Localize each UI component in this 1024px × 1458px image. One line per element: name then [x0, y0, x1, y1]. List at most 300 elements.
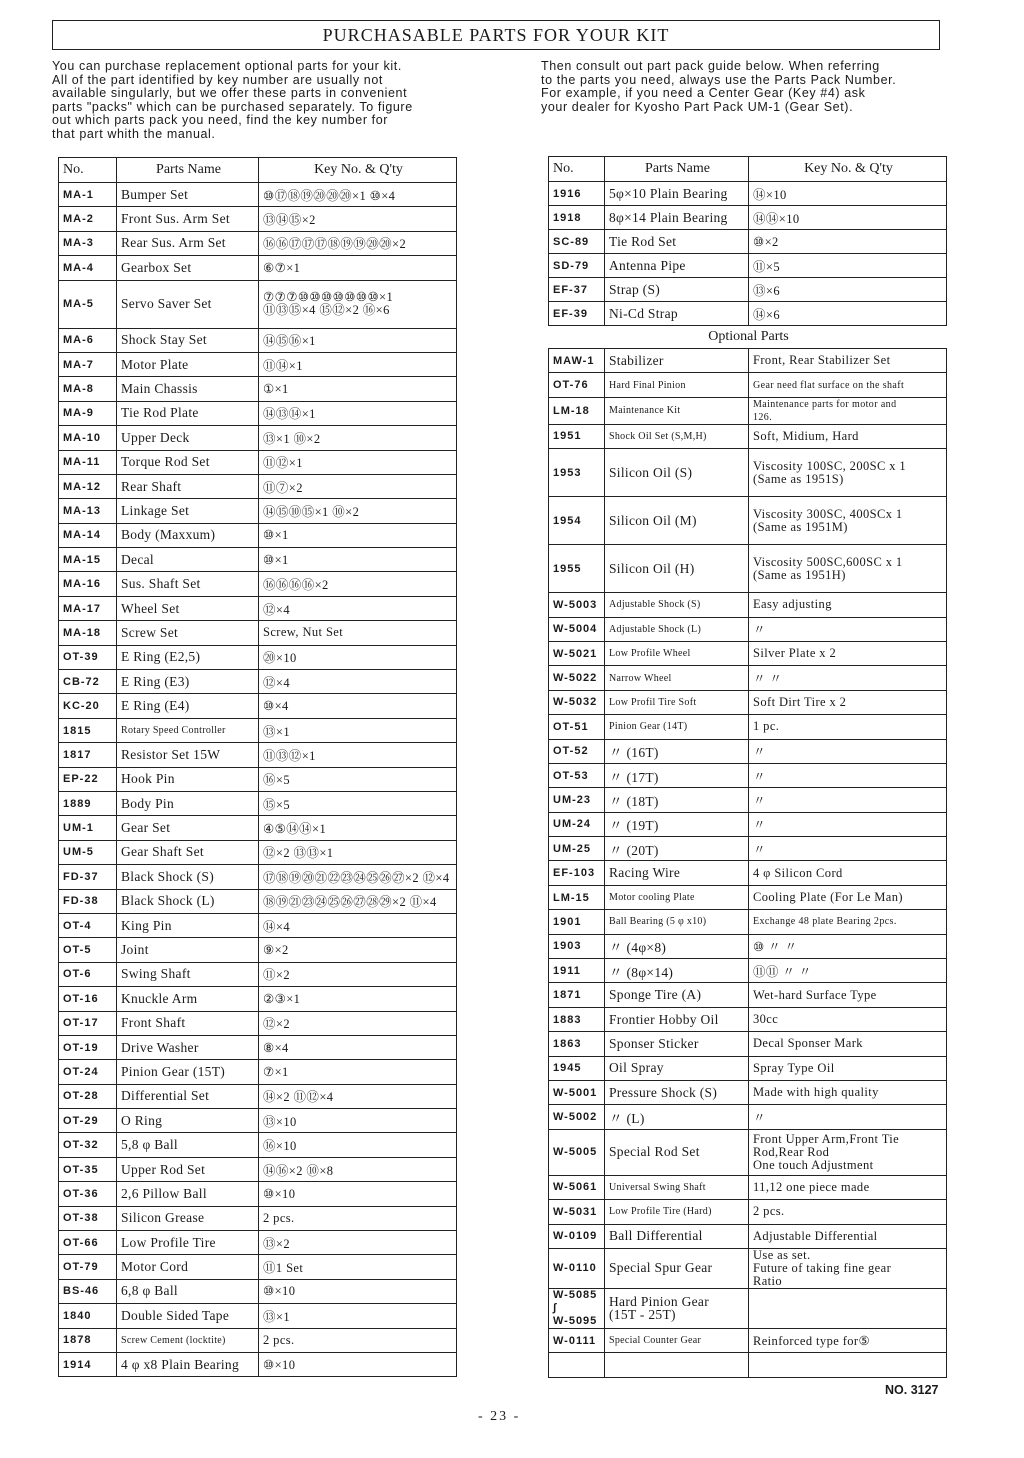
part-number-cell: 1863 [549, 1032, 605, 1056]
part-name-cell: O Ring [117, 1109, 259, 1133]
table-row [549, 885, 947, 909]
part-name-cell: E Ring (E2,5) [117, 645, 259, 669]
part-number-cell: W-5021 [549, 641, 605, 665]
part-number-cell: MA-6 [59, 328, 117, 352]
part-name-cell: Sponser Sticker [605, 1032, 749, 1056]
key-qty-cell: ⑩ 〃 〃 [749, 934, 947, 958]
part-name-cell: Tie Rod Set [605, 230, 749, 254]
part-name-cell: Ball Differential [605, 1224, 749, 1248]
key-qty-cell: ①×1 [259, 377, 457, 401]
table-row [59, 1060, 457, 1084]
key-qty-cell: ⑮×5 [259, 791, 457, 815]
key-qty-cell [749, 1288, 947, 1328]
table-row [59, 1133, 457, 1157]
part-name-cell: Hard Final Pinion [605, 373, 749, 397]
table-row [549, 861, 947, 885]
part-number-cell: 1914 [59, 1352, 117, 1376]
key-qty-cell: ⑩×10 [259, 1352, 457, 1376]
table-row [59, 767, 457, 791]
key-qty-cell: ⑭⑬⑭×1 [259, 401, 457, 425]
table-row [549, 230, 947, 254]
part-name-cell: Racing Wire [605, 861, 749, 885]
part-number-cell: FD-37 [59, 865, 117, 889]
key-qty-cell: ⑳×10 [259, 645, 457, 669]
column-header-parts-name: Parts Name [117, 158, 259, 183]
table-row [59, 280, 457, 328]
part-name-cell: Servo Saver Set [117, 280, 259, 328]
part-name-cell: Low Profile Wheel [605, 641, 749, 665]
part-name-cell: Strap (S) [605, 278, 749, 302]
part-number-cell: 1918 [549, 206, 605, 230]
table-row [549, 837, 947, 861]
key-qty-cell: Soft, Midium, Hard [749, 424, 947, 448]
table-row [549, 1288, 947, 1328]
key-qty-cell: ⑩×2 [749, 230, 947, 254]
key-qty-cell: 〃 [749, 812, 947, 836]
part-name-cell: Low Profile Tire (Hard) [605, 1200, 749, 1224]
part-name-cell: Sus. Shaft Set [117, 572, 259, 596]
table-row [59, 1035, 457, 1059]
part-name-cell: Special Counter Gear [605, 1328, 749, 1352]
part-name-cell: Screw Cement (locktite) [117, 1328, 259, 1352]
part-name-cell: Ni-Cd Strap [605, 302, 749, 326]
table-row [59, 596, 457, 620]
key-qty-cell: ⑭⑯×2 ⑩×8 [259, 1157, 457, 1181]
part-number-cell: MA-18 [59, 621, 117, 645]
key-qty-cell: Decal Sponser Mark [749, 1032, 947, 1056]
part-name-cell: Low Profile Tire [117, 1231, 259, 1255]
table-row [59, 694, 457, 718]
part-name-cell: Motor cooling Plate [605, 885, 749, 909]
table-row [549, 959, 947, 983]
part-number-cell: OT-35 [59, 1157, 117, 1181]
part-name-cell: Frontier Hobby Oil [605, 1007, 749, 1031]
key-qty-cell: ⑩×10 [259, 1279, 457, 1303]
key-qty-cell: Gear need flat surface on the shaft [749, 373, 947, 397]
key-qty-cell: ⑧×4 [259, 1035, 457, 1059]
part-number-cell: W-5031 [549, 1200, 605, 1224]
key-qty-cell: ⑬×10 [259, 1109, 457, 1133]
key-qty-cell: Screw, Nut Set [259, 621, 457, 645]
key-qty-cell: ⑭×4 [259, 913, 457, 937]
part-number-cell: 1871 [549, 983, 605, 1007]
part-number-cell: SC-89 [549, 230, 605, 254]
page-number: - 23 - [478, 1409, 521, 1424]
table-row [59, 328, 457, 352]
table-header-row [549, 157, 947, 182]
table-row [59, 523, 457, 547]
part-name-cell: Double Sided Tape [117, 1304, 259, 1328]
key-qty-cell: Easy adjusting [749, 593, 947, 617]
key-qty-cell: ⑯×10 [259, 1133, 457, 1157]
key-qty-cell: ⑬×1 ⑩×2 [259, 426, 457, 450]
key-qty-cell: ⑯×5 [259, 767, 457, 791]
key-qty-cell: Exchange 48 plate Bearing 2pcs. [749, 910, 947, 934]
part-number-cell: EF-39 [549, 302, 605, 326]
part-number-cell: MA-10 [59, 426, 117, 450]
key-qty-cell: 〃 [749, 739, 947, 763]
key-qty-cell: ⑪⑪ 〃 〃 [749, 959, 947, 983]
table-row [59, 1206, 457, 1230]
table-row [59, 1352, 457, 1376]
table-row [549, 182, 947, 206]
part-number-cell: MA-12 [59, 474, 117, 498]
part-number-cell: 1878 [59, 1328, 117, 1352]
page-title: PURCHASABLE PARTS FOR YOUR KIT [52, 20, 940, 50]
part-number-cell: W-5022 [549, 666, 605, 690]
part-name-cell: Body Pin [117, 791, 259, 815]
part-name-cell: Shock Oil Set (S,M,H) [605, 424, 749, 448]
key-qty-cell: ⑭×6 [749, 302, 947, 326]
part-number-cell: OT-19 [59, 1035, 117, 1059]
table-row [549, 910, 947, 934]
part-name-cell: Gearbox Set [117, 256, 259, 280]
part-name-cell: 〃 (L) [605, 1105, 749, 1129]
key-qty-cell: ⑦⑦⑦⑩⑩⑩⑩⑩⑩⑩×1 ⑪⑬⑮×4 ⑮⑫×2 ⑯×6 [259, 280, 457, 328]
key-qty-cell: 2 pcs. [749, 1200, 947, 1224]
key-qty-cell: ⑫×2 ⑬⑬×1 [259, 840, 457, 864]
key-qty-cell: Made with high quality [749, 1080, 947, 1104]
part-number-cell: OT-29 [59, 1109, 117, 1133]
part-number-cell: W-0111 [549, 1328, 605, 1352]
table-row [549, 1032, 947, 1056]
part-number-cell: MA-9 [59, 401, 117, 425]
key-qty-cell: ⑭×2 ⑪⑫×4 [259, 1084, 457, 1108]
part-name-cell: 4 φ x8 Plain Bearing [117, 1352, 259, 1376]
part-name-cell: Torque Rod Set [117, 450, 259, 474]
table-row [59, 816, 457, 840]
part-number-cell: 1889 [59, 791, 117, 815]
part-name-cell: Wheel Set [117, 596, 259, 620]
part-number-cell: OT-53 [549, 763, 605, 787]
part-name-cell: Gear Shaft Set [117, 840, 259, 864]
part-number-cell: 1815 [59, 718, 117, 742]
table-row [59, 1255, 457, 1279]
table-row [549, 617, 947, 641]
part-number-cell: MA-14 [59, 523, 117, 547]
part-number-cell: OT-17 [59, 1011, 117, 1035]
column-header-no: No. [549, 157, 605, 182]
key-qty-cell: ⑩×1 [259, 523, 457, 547]
part-number-cell: OT-28 [59, 1084, 117, 1108]
table-row [549, 206, 947, 230]
table-row [549, 1105, 947, 1129]
part-number-cell: 1945 [549, 1056, 605, 1080]
part-name-cell: E Ring (E4) [117, 694, 259, 718]
parts-table-right [548, 156, 947, 1378]
part-number-cell: MA-2 [59, 207, 117, 231]
key-qty-cell: Viscosity 300SC, 400SCx 1 (Same as 1951M) [749, 497, 947, 545]
table-row [59, 401, 457, 425]
table-row [549, 449, 947, 497]
table-row [549, 1224, 947, 1248]
part-number-cell: 1951 [549, 424, 605, 448]
part-name-cell: 〃 (4φ×8) [605, 934, 749, 958]
parts-table-left [58, 157, 457, 1377]
table-row [59, 889, 457, 913]
key-qty-cell: Viscosity 100SC, 200SC x 1 (Same as 1951S) [749, 449, 947, 497]
table-row [59, 1182, 457, 1206]
part-name-cell: Gear Set [117, 816, 259, 840]
part-number-cell: MA-4 [59, 256, 117, 280]
part-name-cell: Differential Set [117, 1084, 259, 1108]
part-name-cell: Stabilizer [605, 349, 749, 373]
key-qty-cell: ⑩×1 [259, 548, 457, 572]
key-qty-cell: 〃 [749, 837, 947, 861]
part-number-cell: 1954 [549, 497, 605, 545]
part-name-cell: Joint [117, 938, 259, 962]
key-qty-cell: ⑰⑱⑲⑳㉑㉒㉓㉔㉕㉖㉗×2 ⑫×4 [259, 865, 457, 889]
part-name-cell: Adjustable Shock (L) [605, 617, 749, 641]
key-qty-cell: ⑭⑮⑩⑮×1 ⑩×2 [259, 499, 457, 523]
part-number-cell: OT-39 [59, 645, 117, 669]
part-name-cell: Ball Bearing (5 φ x10) [605, 910, 749, 934]
table-row [59, 621, 457, 645]
part-name-cell: Knuckle Arm [117, 987, 259, 1011]
part-number-cell: W-5005 [549, 1129, 605, 1175]
part-name-cell: Hook Pin [117, 767, 259, 791]
table-row [549, 278, 947, 302]
key-qty-cell: ⑭×10 [749, 182, 947, 206]
part-number-cell: UM-24 [549, 812, 605, 836]
table-row [59, 231, 457, 255]
part-number-cell: SD-79 [549, 254, 605, 278]
key-qty-cell: ⑩×4 [259, 694, 457, 718]
part-number-cell: W-5085 ∫ W-5095 [549, 1288, 605, 1328]
part-name-cell: Upper Deck [117, 426, 259, 450]
part-number-cell: 1901 [549, 910, 605, 934]
key-qty-cell: Front Upper Arm,Front Tie Rod,Rear Rod One touch Adjustment [749, 1129, 947, 1175]
part-number-cell: MA-17 [59, 596, 117, 620]
part-number-cell: W-5032 [549, 690, 605, 714]
table-row [59, 183, 457, 207]
part-name-cell: Oil Spray [605, 1056, 749, 1080]
key-qty-cell: 4 φ Silicon Cord [749, 861, 947, 885]
key-qty-cell: Use as set. Future of taking fine gear Ratio [749, 1248, 947, 1288]
part-name-cell: Shock Stay Set [117, 328, 259, 352]
table-row [549, 1248, 947, 1288]
table-row [549, 424, 947, 448]
part-name-cell: 2,6 Pillow Ball [117, 1182, 259, 1206]
part-name-cell: Screw Set [117, 621, 259, 645]
table-row [59, 377, 457, 401]
table-row [549, 302, 947, 326]
key-qty-cell: ⑯⑯⑯⑯×2 [259, 572, 457, 596]
part-number-cell: 1911 [549, 959, 605, 983]
table-row [549, 1328, 947, 1352]
part-name-cell: 8φ×14 Plain Bearing [605, 206, 749, 230]
table-row [59, 352, 457, 376]
part-name-cell: 〃 (8φ×14) [605, 959, 749, 983]
key-qty-cell: ④⑤⑭⑭×1 [259, 816, 457, 840]
key-qty-cell: ⑱⑲㉑㉓㉔㉕㉖㉗㉘㉙×2 ⑪×4 [259, 889, 457, 913]
table-row [59, 1304, 457, 1328]
key-qty-cell: ⑬×1 [259, 718, 457, 742]
part-name-cell: 〃 (17T) [605, 763, 749, 787]
table-row [59, 865, 457, 889]
part-number-cell: EP-22 [59, 767, 117, 791]
part-name-cell: Rear Shaft [117, 474, 259, 498]
table-row [59, 938, 457, 962]
table-row [549, 1007, 947, 1031]
key-qty-cell [749, 1353, 947, 1377]
key-qty-cell: ⑦×1 [259, 1060, 457, 1084]
part-number-cell: W-5001 [549, 1080, 605, 1104]
table-row [549, 812, 947, 836]
column-header-no: No. [59, 158, 117, 183]
part-number-cell: UM-1 [59, 816, 117, 840]
key-qty-cell: ⑭⑮⑯×1 [259, 328, 457, 352]
table-row [59, 426, 457, 450]
table-row [59, 718, 457, 742]
part-name-cell: Silicon Oil (H) [605, 545, 749, 593]
table-row [549, 1200, 947, 1224]
column-header-key-qty: Key No. & Q'ty [259, 158, 457, 183]
table-row [59, 987, 457, 1011]
table-row [59, 207, 457, 231]
key-qty-cell: 1 pc. [749, 715, 947, 739]
key-qty-cell: 11,12 one piece made [749, 1175, 947, 1199]
part-name-cell: 〃 (18T) [605, 788, 749, 812]
part-number-cell: EF-103 [549, 861, 605, 885]
part-name-cell: Body (Maxxum) [117, 523, 259, 547]
key-qty-cell: 〃 [749, 1105, 947, 1129]
key-qty-cell: ⑪×2 [259, 962, 457, 986]
part-name-cell: Low Profil Tire Soft [605, 690, 749, 714]
table-row [549, 1056, 947, 1080]
part-name-cell: 〃 (16T) [605, 739, 749, 763]
part-number-cell: OT-5 [59, 938, 117, 962]
table-row [549, 1353, 947, 1377]
key-qty-cell: Adjustable Differential [749, 1224, 947, 1248]
table-row [549, 593, 947, 617]
part-number-cell: OT-66 [59, 1231, 117, 1255]
key-qty-cell: ⑪⑫×1 [259, 450, 457, 474]
part-name-cell: Silicon Oil (M) [605, 497, 749, 545]
column-header-parts-name: Parts Name [605, 157, 749, 182]
part-number-cell: MA-11 [59, 450, 117, 474]
part-number-cell: UM-5 [59, 840, 117, 864]
part-number-cell: W-5002 [549, 1105, 605, 1129]
table-row [549, 715, 947, 739]
table-row [59, 474, 457, 498]
key-qty-cell: ⑬×6 [749, 278, 947, 302]
table-row [59, 548, 457, 572]
part-name-cell: Adjustable Shock (S) [605, 593, 749, 617]
part-number-cell: OT-79 [59, 1255, 117, 1279]
part-number-cell: OT-76 [549, 373, 605, 397]
table-row [59, 1328, 457, 1352]
table-row [549, 254, 947, 278]
key-qty-cell: ⑪1 Set [259, 1255, 457, 1279]
optional-parts-heading-row [549, 326, 947, 349]
part-name-cell: Rotary Speed Controller [117, 718, 259, 742]
intro-text-left: You can purchase replacement optional parts for your kit. All of the part identified by key number are usually not available singularly, but we offer these parts in convenient parts "packs" which can be purchased separately. To figure out which parts pack you need, find the key number for that part whith the manual. [52, 59, 413, 141]
part-number-cell: MA-7 [59, 352, 117, 376]
part-number-cell: MA-13 [59, 499, 117, 523]
key-qty-cell: Spray Type Oil [749, 1056, 947, 1080]
part-number-cell: W-0110 [549, 1248, 605, 1288]
part-name-cell: 〃 (19T) [605, 812, 749, 836]
table-row [59, 670, 457, 694]
optional-parts-heading: Optional Parts [549, 326, 947, 349]
part-number-cell: 1883 [549, 1007, 605, 1031]
part-name-cell: Hard Pinion Gear (15T - 25T) [605, 1288, 749, 1328]
part-number-cell: 1903 [549, 934, 605, 958]
part-number-cell: MAW-1 [549, 349, 605, 373]
part-name-cell: Upper Rod Set [117, 1157, 259, 1181]
key-qty-cell: ⑪×5 [749, 254, 947, 278]
part-name-cell: E Ring (E3) [117, 670, 259, 694]
key-qty-cell: ⑫×2 [259, 1011, 457, 1035]
key-qty-cell: Cooling Plate (For Le Man) [749, 885, 947, 909]
part-name-cell: 5φ×10 Plain Bearing [605, 182, 749, 206]
part-number-cell: MA-8 [59, 377, 117, 401]
key-qty-cell: Wet-hard Surface Type [749, 983, 947, 1007]
table-row [549, 397, 947, 424]
part-number-cell [549, 1353, 605, 1377]
part-name-cell: Universal Swing Shaft [605, 1175, 749, 1199]
key-qty-cell: ⑬⑭⑮×2 [259, 207, 457, 231]
key-qty-cell: ⑨×2 [259, 938, 457, 962]
intro-text-right: Then consult out part pack guide below. When referring to the parts you need, always use the Parts Pack Number. For example, if you need a Center Gear (Key #4) ask your dealer for Kyosho Part Pack UM-1 (Gear Set). [541, 59, 897, 114]
table-row [59, 743, 457, 767]
table-row [59, 962, 457, 986]
key-qty-cell: 〃 〃 [749, 666, 947, 690]
part-number-cell: UM-25 [549, 837, 605, 861]
key-qty-cell: Reinforced type for⑤ [749, 1328, 947, 1352]
part-number-cell: MA-15 [59, 548, 117, 572]
part-name-cell: Main Chassis [117, 377, 259, 401]
part-name-cell: Black Shock (S) [117, 865, 259, 889]
part-name-cell: Special Spur Gear [605, 1248, 749, 1288]
part-number-cell: W-5003 [549, 593, 605, 617]
part-number-cell: OT-52 [549, 739, 605, 763]
key-qty-cell: 〃 [749, 617, 947, 641]
key-qty-cell: Maintenance parts for motor and 126. [749, 397, 947, 424]
part-number-cell: OT-36 [59, 1182, 117, 1206]
table-row [59, 1231, 457, 1255]
part-number-cell: FD-38 [59, 889, 117, 913]
table-row [59, 1011, 457, 1035]
part-number-cell: MA-16 [59, 572, 117, 596]
table-row [549, 373, 947, 397]
part-name-cell: 5,8 φ Ball [117, 1133, 259, 1157]
table-row [549, 497, 947, 545]
table-row [59, 1084, 457, 1108]
key-qty-cell: ⑩⑰⑱⑲⑳⑳⑳×1 ⑩×4 [259, 183, 457, 207]
part-name-cell: Bumper Set [117, 183, 259, 207]
part-number-cell: LM-15 [549, 885, 605, 909]
part-name-cell: Resistor Set 15W [117, 743, 259, 767]
part-name-cell: Front Shaft [117, 1011, 259, 1035]
table-row [59, 791, 457, 815]
part-name-cell: Swing Shaft [117, 962, 259, 986]
part-number-cell: OT-32 [59, 1133, 117, 1157]
part-name-cell: Rear Sus. Arm Set [117, 231, 259, 255]
key-qty-cell: ⑯⑯⑰⑰⑰⑱⑲⑲⑳⑳×2 [259, 231, 457, 255]
key-qty-cell: 30cc [749, 1007, 947, 1031]
key-qty-cell: 〃 [749, 788, 947, 812]
document-number: NO. 3127 [885, 1383, 939, 1397]
part-name-cell: Silicon Grease [117, 1206, 259, 1230]
part-number-cell: OT-6 [59, 962, 117, 986]
table-row [549, 545, 947, 593]
part-number-cell: W-5004 [549, 617, 605, 641]
part-number-cell: UM-23 [549, 788, 605, 812]
part-name-cell: Tie Rod Plate [117, 401, 259, 425]
part-name-cell: Antenna Pipe [605, 254, 749, 278]
